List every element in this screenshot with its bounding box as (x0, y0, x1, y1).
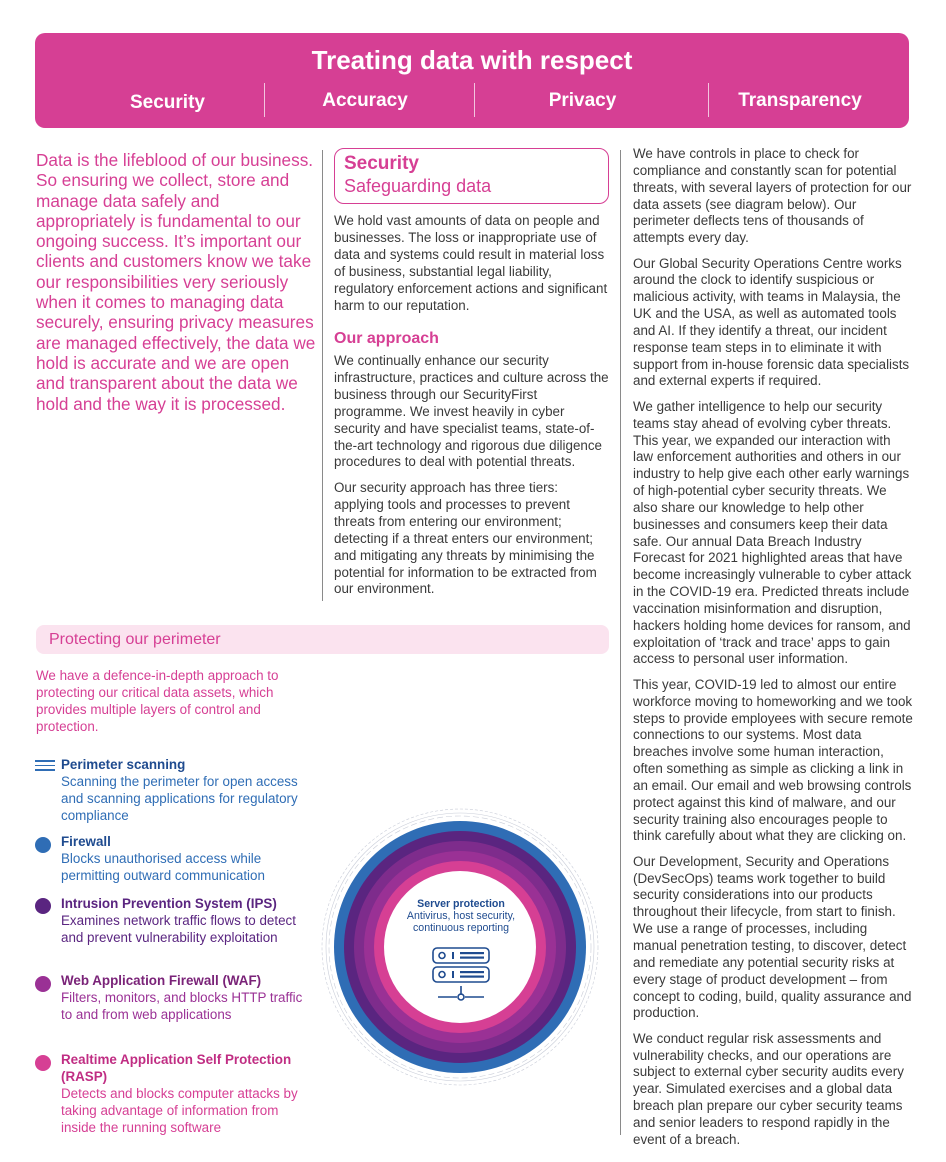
perimeter-intro: We have a defence-in-depth approach to protecting our critical data assets, which provides multiple layers of control and protection. (36, 668, 279, 734)
intro-text: Data is the lifeblood of our business. So ensuring we collect, store and manage data safely and appropriately is fundamental to our ongoing success. It’s important our clients and customers know we take our responsibilities very seriously when it comes to managing data securely, ensuring privacy measures are managed effectively, the data we hold is accurate and we are open and transparent about the data we hold and the way it is processed. (36, 150, 316, 414)
right-column (633, 146, 913, 1157)
security-subtitle: Safeguarding data (344, 176, 492, 196)
server-protection-desc: Antivirus, host security, continuous reporting (406, 910, 516, 934)
column-divider (620, 150, 621, 1135)
perimeter-heading: Protecting our perimeter (36, 625, 609, 654)
right-paragraph-4: This year, COVID-19 led to almost our entire workforce moving to homeworking and we took steps to provide employees with secure remote connections to our systems. Most data breaches involve some human interaction, often something as simple as clicking a link in an email. Our email and web browsing controls protect against this kind of malware, and our security training also encourages people to think carefully about what they are clicking on. (633, 676, 913, 844)
legend-title: Web Application Firewall (WAF) (61, 973, 262, 988)
legend-item (61, 833, 311, 884)
purple-dot-icon (35, 898, 51, 914)
right-paragraph-1: We have controls in place to check for compliance and constantly scan for potential threats, with several layers of protection for our data assets (see diagram below). Our perimeter deflects tens of thousands of attempts every day. (633, 146, 912, 246)
tab-transparency: Transparency (738, 90, 862, 111)
tab-divider (264, 83, 265, 117)
server-protection-title: Server protection (417, 898, 505, 910)
banner-tabs (35, 83, 909, 119)
security-paragraph-2: We continually enhance our security infrastructure, practices and culture across the business through our SecurityFirst programme. We invest heavily in cyber security and have specialist teams, state-of-the-art technology and rigorous due diligence procedures to deal with potential threats. (334, 353, 609, 470)
right-paragraph-5: Our Development, Security and Operations (DevSecOps) teams work together to build security considerations into our products throughout their lifecycle, from start to finish. We use a range of processes, including manual penetration testing, to discover, detect and remediate any potential security risks at every stage of product development – from concept to coding, build, quality assurance and production. (633, 853, 912, 1021)
scanning-lines-icon (35, 760, 55, 772)
security-paragraph-3: Our security approach has three tiers: applying tools and processes to prevent threats from entering our environment; detecting if a threat enters our environment; and mitigating any threats by minimising the potential for information to be extracted from our environment. (334, 480, 597, 597)
legend-desc: Scanning the perimeter for open access and scanning applications for regulatory compliance (61, 774, 298, 823)
legend-desc: Blocks unauthorised access while permitting outward communication (61, 851, 265, 883)
right-paragraph-2: Our Global Security Operations Centre works around the clock to identify suspicious or malicious activity, with teams in Malaysia, the UK and the USA, as well as automated tools and AI. If they identify a threat, our incident response team steps in to eliminate it with support from in-house forensic data specialists and external experts if required. (633, 255, 910, 389)
tab-accuracy: Accuracy (322, 90, 408, 111)
defence-layers-diagram (320, 785, 600, 1115)
legend-item (61, 895, 311, 946)
legend-title: Firewall (61, 834, 111, 849)
security-title: Security (344, 153, 419, 174)
tab-divider (474, 83, 475, 117)
banner-title: Treating data with respect (311, 45, 633, 75)
legend-item (61, 1051, 311, 1136)
blue-dot-icon (35, 837, 51, 853)
tab-divider (708, 83, 709, 117)
legend-item (61, 972, 311, 1023)
security-paragraph-1: We hold vast amounts of data on people and businesses. The loss or inappropriate use of data and systems could result in material loss of business, substantial legal liability, regulatory enforcement actions and significant harm to our reputation. (334, 213, 608, 313)
violet-dot-icon (35, 976, 51, 992)
legend-desc: Filters, monitors, and blocks HTTP traffic to and from web applications (61, 990, 303, 1022)
legend-title: Intrusion Prevention System (IPS) (61, 896, 277, 911)
legend-desc: Examines network traffic flows to detect and prevent vulnerability exploitation (61, 913, 296, 945)
security-heading-box (334, 148, 609, 204)
legend-desc: Detects and blocks computer attacks by taking advantage of information from inside the running software (61, 1086, 298, 1135)
pink-dot-icon (35, 1055, 51, 1071)
right-paragraph-3: We gather intelligence to help our security teams stay ahead of evolving cyber threats. This year, we expanded our interaction with law enforcement authorities and others in our industry to help give each other early warnings of high-potential cyber security threats. We also share our knowledge to help other businesses and consumers keep their data safe. Our annual Data Breach Industry Forecast for 2021 highlighted areas that have become increasingly vulnerable to cyber attack in the COVID-19 era. Predicted threats include vaccination misinformation and disruption, hackers holding home devices for ransom, and exploitation of ‘track and trace’ apps to gain access to personal user information. (633, 398, 912, 667)
column-divider (322, 150, 323, 601)
tab-privacy: Privacy (548, 90, 617, 111)
legend-item (61, 756, 311, 824)
right-paragraph-6: We conduct regular risk assessments and vulnerability checks, and our operations are subject to external cyber security audits every year. Simulated exercises and a global data breach plan prepare our cyber security teams and senior leaders to respond rapidly in the event of a breach. (633, 1030, 904, 1147)
tab-security: Security (130, 92, 205, 113)
header-banner (35, 33, 909, 128)
approach-heading: Our approach (334, 330, 439, 347)
legend-title: Realtime Application Self Protection (RASP) (61, 1052, 292, 1084)
server-protection-label (380, 898, 542, 934)
legend-title: Perimeter scanning (61, 757, 186, 772)
